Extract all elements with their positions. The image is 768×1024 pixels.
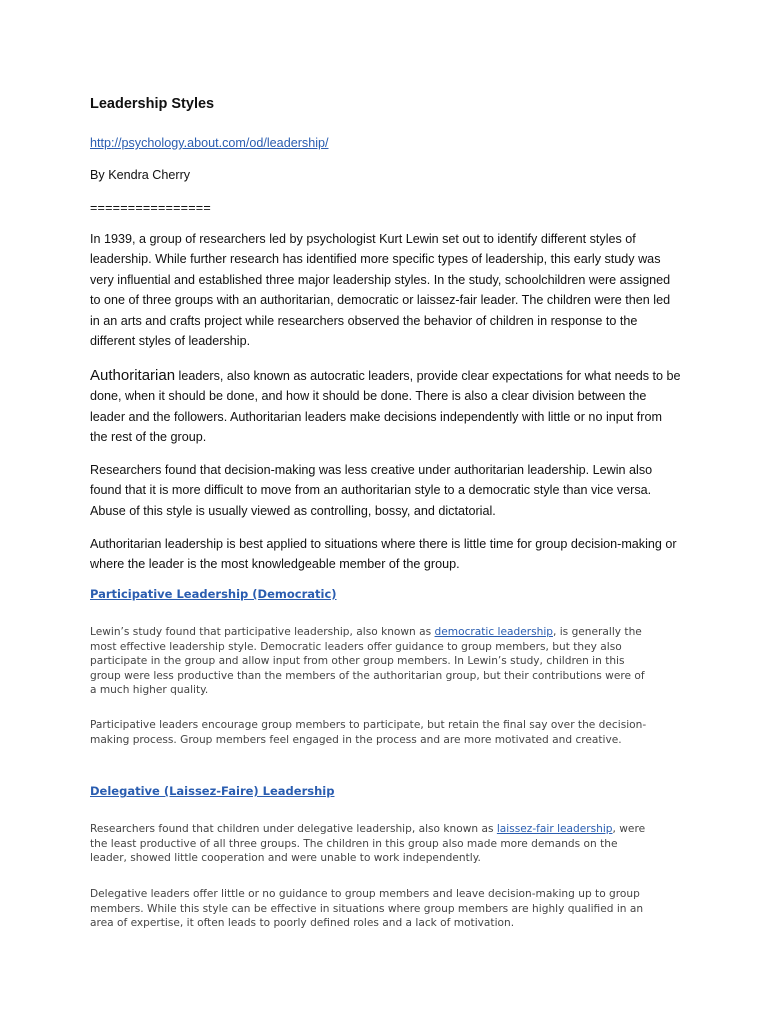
authoritarian-paragraph-2: Researchers found that decision-making was less creative under authoritarian leadership. Lewin also found that it is more difficult to move from an authoritarian style to a democratic style than vice versa. Abuse of this style is usually viewed as controlling, bossy, and dictatorial.	[90, 463, 653, 518]
laissez-fair-leadership-link[interactable]: laissez-fair leadership	[496, 823, 613, 835]
participative-text-a: Lewin’s study found that participative leadership, also known as	[90, 626, 435, 638]
authoritarian-paragraph-3: Authoritarian leadership is best applied to situations where there is little time for group decision-making or where the leader is the most knowledgeable member of the group.	[90, 537, 677, 572]
authoritarian-term: Authoritarian	[90, 367, 176, 384]
authoritarian-paragraph-1	[90, 366, 682, 448]
participative-paragraph-1	[90, 625, 650, 698]
democratic-leadership-link[interactable]: democratic leadership	[434, 626, 553, 638]
page-title: Leadership Styles	[90, 96, 215, 112]
intro-paragraph: In 1939, a group of researchers led by psychologist Kurt Lewin set out to identify different styles of leadership. While further research has identified more specific types of leadership, this early study was very influential and established three major leadership styles. In the study, schoolchildren were assigned to one of three groups with an authoritarian, democratic or laissez-fair leader. The children were then led in an arts and crafts project while researchers observed the behavior of children in response to the different styles of leadership.	[90, 232, 671, 349]
delegative-text-a: Researchers found that children under delegative leadership, also known as	[90, 823, 497, 835]
delegative-text-b: , were the least productive of all three groups. The children in this group also made more demands on the leader, showed little cooperation and were unable to work independently.	[90, 823, 646, 865]
delegative-heading-link[interactable]: Delegative (Laissez-Faire) Leadership	[90, 784, 335, 798]
byline: By Kendra Cherry	[90, 168, 191, 182]
participative-paragraph-2: Participative leaders encourage group members to participate, but retain the final say over the decision-making process. Group members feel engaged in the process and are more motivated and creative.	[90, 719, 647, 746]
source-link[interactable]: http://psychology.about.com/od/leadership/	[90, 136, 329, 150]
delegative-paragraph-2: Delegative leaders offer little or no guidance to group members and leave decision-making up to group members. While this style can be effective in situations where group members are highly qualified in an area of expertise, it often leads to poorly defined roles and a lack of motivation.	[90, 888, 644, 930]
participative-heading-link[interactable]: Participative Leadership (Democratic)	[90, 587, 337, 601]
participative-text-b: , is generally the most effective leadership style. Democratic leaders offer guidance to group members, but they also participate in the group and allow input from other group members. In Lewin’s study, children in this group were less productive than the members of the authoritarian group, but their contributions were of a much higher quality.	[90, 626, 645, 697]
authoritarian-text: leaders, also known as autocratic leaders, provide clear expectations for what needs to be done, when it should be done, and how it should be done. There is also a clear division between the leader and the followers. Authoritarian leaders make decisions independently with little or no input from the rest of the group.	[90, 369, 681, 445]
separator-rule: ================	[90, 201, 211, 215]
delegative-paragraph-1	[90, 822, 650, 866]
